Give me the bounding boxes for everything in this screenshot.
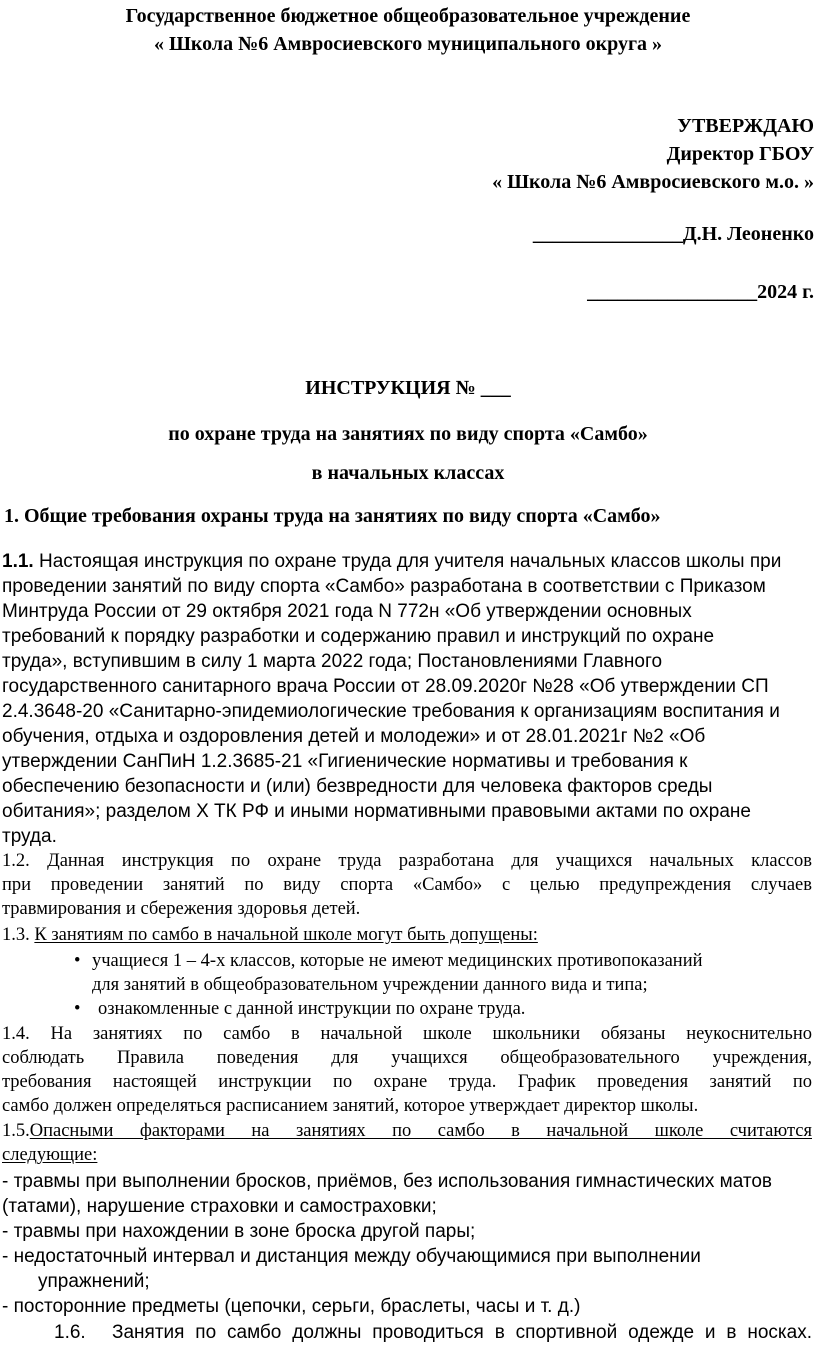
paragraph-1-1-line: труда», вступившим в силу 1 марта 2022 года; Постановлениями Главного [2,651,663,672]
list-item: для занятий в общеобразовательном учреждении данного вида и типа; [92,975,648,995]
org-name-line1: Государственное бюджетное общеобразовательное учреждение [125,5,691,27]
list-item: (татами), нарушение страховки и самостраховки; [2,1196,437,1217]
list-item: - травмы при выполнении бросков, приёмов, без использования гимнастических матов [2,1171,773,1192]
list-item: - недостаточный интервал и дистанция между обучающимися при выполнении [2,1246,701,1267]
paragraph-1-4-line: соблюдать Правила поведения для учащихся общеобразовательного учреждения, [2,1048,812,1068]
paragraph-1-6-text: Занятия по самбо должны проводиться в спортивной одежде и в носках. [112,1322,812,1343]
bullet-icon: • [74,999,81,1019]
paragraph-1-4-line: 1.4. На занятиях по самбо в начальной школе школьники обязаны неукоснительно [2,1024,812,1044]
paragraph-1-1-line: 1.1. Настоящая инструкция по охране труда для учителя начальных классов школы при [2,551,782,572]
approver-signature: _______________Д.Н. Леоненко [532,223,814,245]
list-item: - травмы при нахождении в зоне броска другой пары; [2,1221,476,1242]
paragraph-1-3-heading: К занятиям по самбо в начальной школе могут быть допущены: [34,925,538,945]
bullet-icon: • [74,951,81,971]
paragraph-1-1-line: требований к порядку разработки и содержанию правил и инструкций по охране [2,626,715,647]
paragraph-1-1-line: обитания»; разделом X ТК РФ и иными нормативными правовыми актами по охране [2,801,751,822]
paragraph-1-1-line: 2.4.3648-20 «Санитарно-эпидемиологические требования к организациям воспитания и [2,701,780,722]
list-item: - посторонние предметы (цепочки, серьги, браслеты, часы и т. д.) [2,1296,581,1317]
paragraph-1-4-line: самбо должен определяться расписанием занятий, которое утверждает директор школы. [2,1096,699,1116]
list-item: учащиеся 1 – 4-х классов, которые не имеют медицинских противопоказаний [92,951,703,971]
paragraph-1-2-line: при проведении занятий по виду спорта «Самбо» с целью предупреждения случаев [2,875,812,895]
org-name-line2: « Школа №6 Амвросиевского муниципального округа » [153,33,663,55]
paragraph-1-1-line: государственного санитарного врача России от 28.09.2020г №28 «Об утверждении СП [2,676,769,697]
paragraph-1-5-heading: Опасными факторами на занятиях по самбо в начальной школе считаются [29,1121,812,1141]
instruction-subtitle: по охране труда на занятиях по виду спорта «Самбо» [168,423,648,445]
paragraph-1-5: 1.5. Опасными факторами на занятиях по самбо в начальной школе считаются [2,1121,812,1141]
approve-label: УТВЕРЖДАЮ [677,115,814,137]
approver-position: Директор ГБОУ [666,143,814,165]
list-item: упражнений; [38,1271,150,1292]
instruction-subtitle-2: в начальных классах [311,462,505,484]
paragraph-1-2-line: травмирования и сбережения здоровья детей. [2,899,361,919]
approval-date: _________________2024 г. [587,281,814,303]
paragraph-1-2-line: 1.2. Данная инструкция по охране труда разработана для учащихся начальных классов [2,851,812,871]
paragraph-number: 1.1. [2,551,34,572]
section-heading: 1. Общие требования охраны труда на занятиях по виду спорта «Самбо» [4,505,661,527]
paragraph-1-1-line: обучения, отдыха и оздоровления детей и молодежи» и от 28.01.2021г №2 «Об [2,726,706,747]
paragraph-1-1-line: Минтруда России от 29 октября 2021 года N 772н «Об утверждении основных [2,601,692,622]
paragraph-1-5-heading-cont: следующие: [2,1145,98,1165]
paragraph-1-4-line: требования настоящей инструкции по охране труда. График проведения занятий по [2,1072,812,1092]
paragraph-1-1-line: труда. [2,826,57,847]
paragraph-1-6-number: 1.6. [54,1322,86,1343]
paragraph-1-1-line: обеспечению безопасности и (или) безвредности для человека факторов среды [2,776,713,797]
paragraph-1-3: 1.3. К занятиям по самбо в начальной школе могут быть допущены: [2,925,538,945]
approver-school: « Школа №6 Амвросиевского м.о. » [492,171,814,193]
paragraph-1-1-line: проведении занятий по виду спорта «Самбо» разработана в соответствии с Приказом [2,576,766,597]
list-item: ознакомленные с данной инструкции по охране труда. [98,999,526,1019]
instruction-title: ИНСТРУКЦИЯ № ___ [305,377,511,399]
paragraph-1-1-line: утверждении СанПиН 1.2.3685-21 «Гигиенические нормативы и требования к [2,751,688,772]
